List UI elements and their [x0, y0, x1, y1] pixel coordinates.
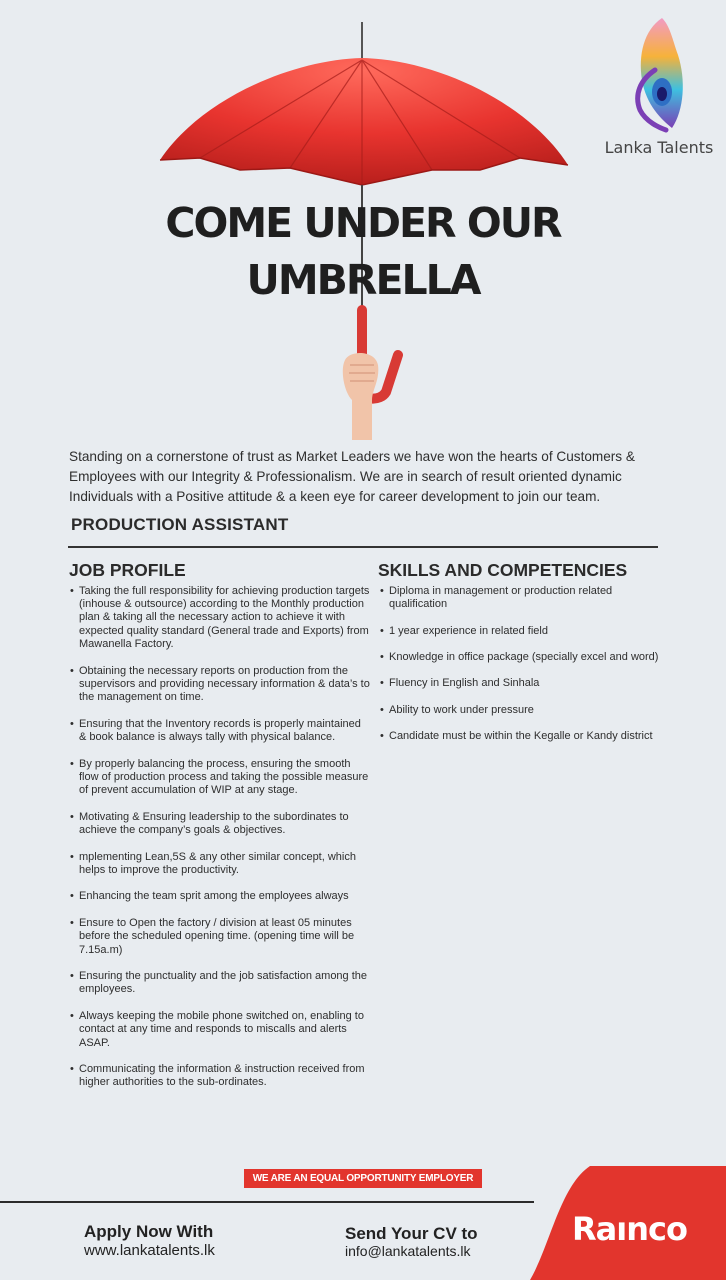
list-item: • Communicating the information & instruction received from higher authorities to the sub-ordinates. [70, 1063, 370, 1089]
apply-heading: Apply Now With [84, 1222, 214, 1241]
intro-paragraph: Standing on a cornerstone of trust as Market Leaders we have won the hearts of Customers & Employees with our Integrity & Professionalism. We are in search of result oriented dynamic Individuals with a Positive attitude & a keen eye for career development to join our team. [69, 449, 635, 504]
list-item: • Ensuring the punctuality and the job satisfaction among the employees. [70, 970, 370, 996]
equal-opportunity-badge: WE ARE AN EQUAL OPPORTUNITY EMPLOYER [244, 1169, 482, 1188]
list-item: • Knowledge in office package (specially excel and word) [380, 651, 660, 664]
apply-link[interactable]: www.lankatalents.lk [84, 1242, 215, 1259]
list-item: • mplementing Lean,5S & any other similar concept, which helps to improve the productivity. [70, 851, 370, 877]
position-title: PRODUCTION ASSISTANT [71, 515, 289, 534]
list-item: • Obtaining the necessary reports on production from the supervisors and providing necessary information & data’s to the management on time. [70, 665, 370, 705]
list-item: • Enhancing the team sprit among the employees always [70, 890, 370, 903]
rainco-logo: Raınco [572, 1210, 687, 1248]
list-item: • Ensure to Open the factory / division at least 05 minutes before the scheduled opening time. (opening time will be 7.15a.m) [70, 917, 370, 957]
list-item: • Taking the full responsibility for achieving production targets (inhouse & outsource) according to the Monthly production plan & taking all the necessary action to achieve it with expected quality standard (General trade and Exports) from Mawanella Factory. [70, 585, 370, 651]
skills-heading: SKILLS AND COMPETENCIES [378, 560, 628, 580]
headline-line-2: UMBRELLA [246, 256, 480, 305]
list-item: • Candidate must be within the Kegalle or Kandy district [380, 730, 660, 743]
email-link[interactable]: info@lankatalents.lk [345, 1243, 471, 1259]
section-divider [68, 546, 658, 548]
list-item: • Ensuring that the Inventory records is properly maintained & book balance is always tally with physical balance. [70, 718, 370, 744]
list-item: • Always keeping the mobile phone switched on, enabling to contact at any time and responds to miscalls and alerts ASAP. [70, 1010, 370, 1050]
list-item: • By properly balancing the process, ensuring the smooth flow of production process and taking the possible measure of prevent accumulation of WIP at any stage. [70, 758, 370, 798]
logo-wordmark: Lanka Talents [604, 138, 714, 157]
headline-line-1: COME UNDER OUR [165, 199, 561, 247]
list-item: • Diploma in management or production related qualification [380, 585, 660, 611]
list-item: • Motivating & Ensuring leadership to the subordinates to achieve the company’s goals & objectives. [70, 811, 370, 837]
list-item: • Fluency in English and Sinhala [380, 677, 660, 690]
footer-divider [0, 1201, 534, 1203]
skills-list [380, 585, 660, 757]
job-profile-heading: JOB PROFILE [69, 560, 186, 580]
send-cv-heading: Send Your CV to [345, 1224, 478, 1243]
job-profile-list [70, 585, 370, 1103]
headline [100, 195, 626, 310]
list-item: • Ability to work under pressure [380, 704, 660, 717]
list-item: • 1 year experience in related field [380, 625, 660, 638]
